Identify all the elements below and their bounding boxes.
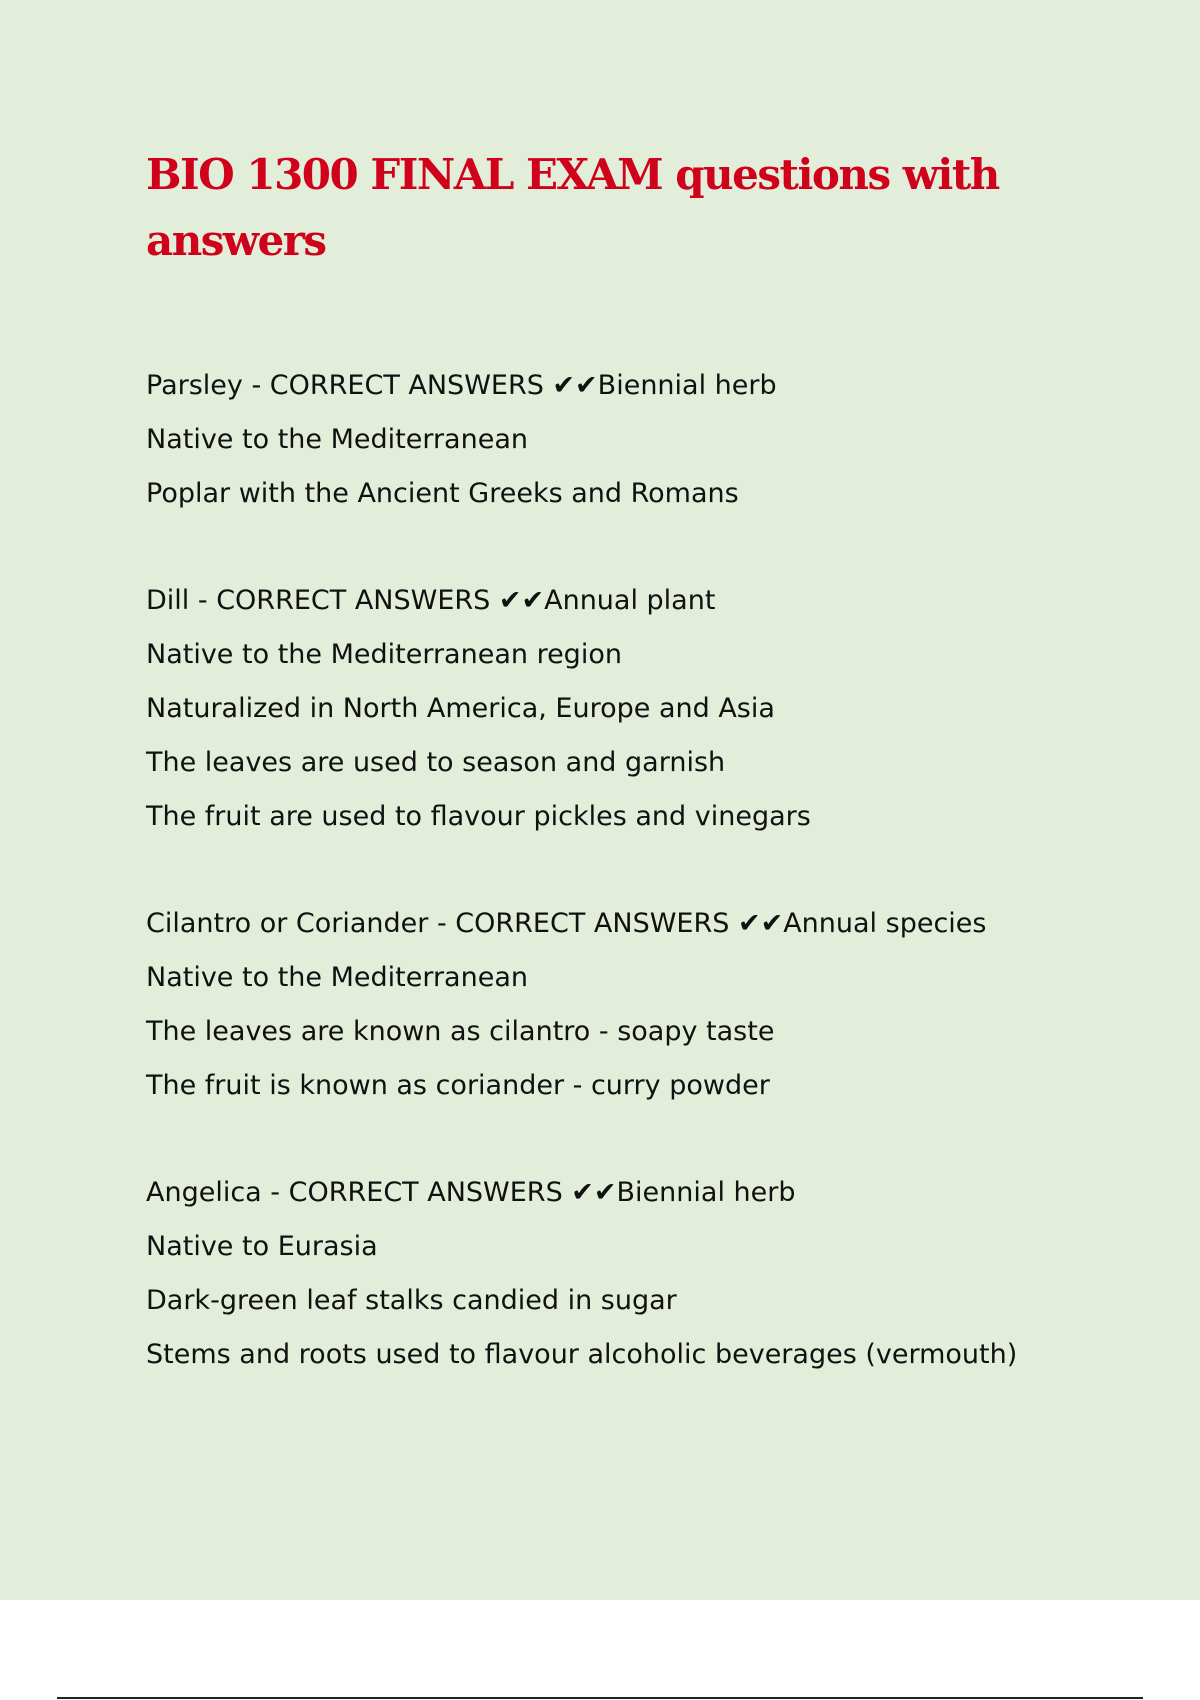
- qa-answer-line: Stems and roots used to flavour alcoholic beverages (vermouth): [146, 1339, 1018, 1370]
- qa-question-line: Parsley - CORRECT ANSWERS ✔✔Biennial herb: [146, 370, 777, 401]
- footer-divider: [57, 1697, 1143, 1699]
- qa-question-line: Angelica - CORRECT ANSWERS ✔✔Biennial herb: [146, 1177, 796, 1208]
- qa-entry-dill: [146, 574, 1146, 844]
- qa-answer-line: The fruit is known as coriander - curry powder: [146, 1070, 770, 1101]
- qa-entry-parsley: [146, 359, 1146, 521]
- qa-answer-line: Dark-green leaf stalks candied in sugar: [146, 1285, 677, 1316]
- page-title: BIO 1300 FINAL EXAM questions with answers: [146, 150, 999, 265]
- qa-answer-line: The leaves are known as cilantro - soapy taste: [146, 1016, 775, 1047]
- qa-answer-line: Native to the Mediterranean region: [146, 639, 622, 670]
- qa-answer-line: Poplar with the Ancient Greeks and Romans: [146, 478, 739, 509]
- question-list: [146, 359, 1146, 1435]
- qa-answer-line: Native to the Mediterranean: [146, 424, 528, 455]
- qa-question-line: Cilantro or Coriander - CORRECT ANSWERS ✔✔Annual species: [146, 908, 987, 939]
- qa-answer-line: The fruit are used to flavour pickles and vinegars: [146, 801, 811, 832]
- qa-entry-angelica: [146, 1166, 1146, 1382]
- qa-answer-line: Native to Eurasia: [146, 1231, 378, 1262]
- qa-answer-line: Naturalized in North America, Europe and Asia: [146, 693, 775, 724]
- qa-question-line: Dill - CORRECT ANSWERS ✔✔Annual plant: [146, 585, 716, 616]
- qa-answer-line: Native to the Mediterranean: [146, 962, 528, 993]
- qa-entry-cilantro: [146, 897, 1146, 1113]
- qa-answer-line: The leaves are used to season and garnish: [146, 747, 726, 778]
